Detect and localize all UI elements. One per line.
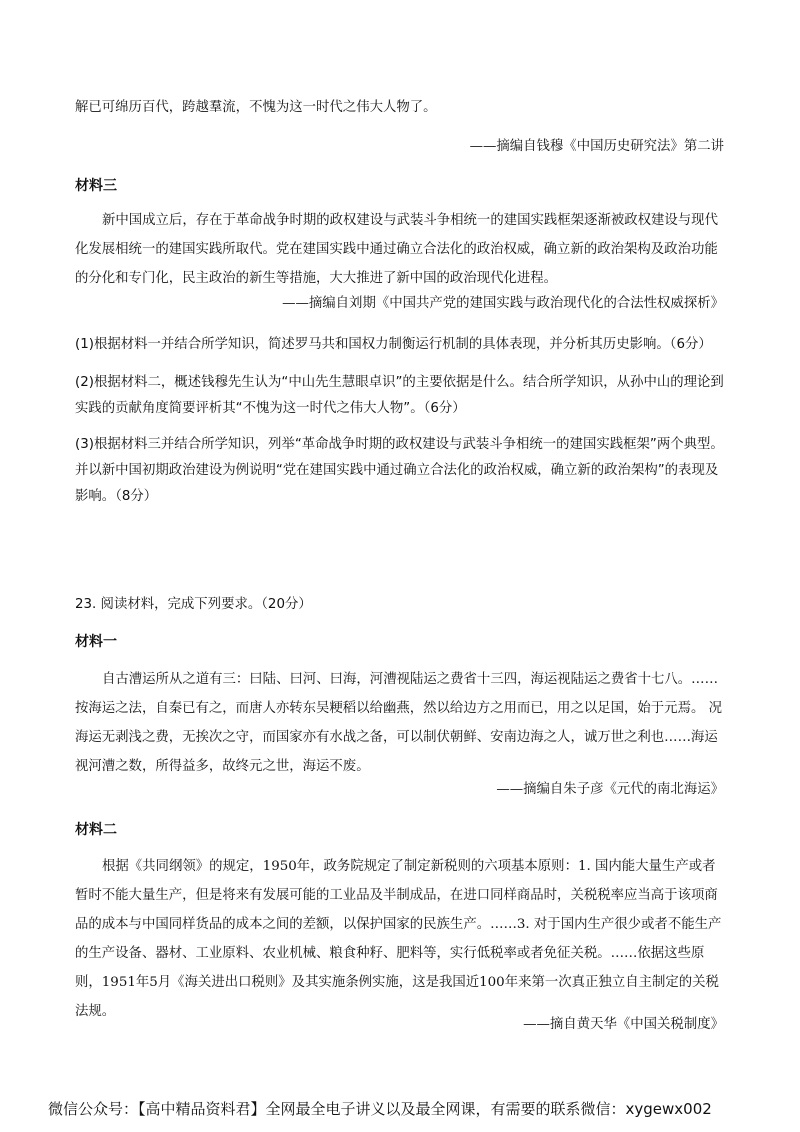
q23-material-2-text: 根据《共同纲领》的规定，1950年，政务院规定了制定新税则的六项基本原则：1. 国内能大量生产或者暂时不能大量生产，但是将来有发展可能的工业品及半制成品，在进口同样商品时，关税税率应当高于该项商品的成本与中国同样货品的成本之间的差额，以保护国家的民族生产。……3. 对于国内生产很少或者不能生产的生产设备、器材、工业原料、农业机械、粮食种籽、肥料等，实行低税率或者免征关税。……依据这些原则，1951年5月《海关进出口税则》及其实施条例实施，这是我国近100年来第一次真正独立自主制定的关税法规。 bbox=[75, 859, 722, 1019]
question-22-2: (2)根据材料二，概述钱穆先生认为“中山先生慧眼卓识”的主要依据是什么。结合所学知识，从孙中山的理论到实践的贡献角度简要评析其“不愧为这一时代之伟大人物”。（6分） bbox=[75, 375, 724, 416]
q23-material-2-source: ——摘自黄天华《中国关税制度》 bbox=[523, 1017, 724, 1032]
continued-text-line: 解已可绵历百代，跨越羣流，不愧为这一时代之伟大人物了。 bbox=[75, 100, 437, 115]
q23-material-2-body bbox=[75, 852, 725, 1026]
footer-contact: 微信公众号：【高中精品资料君】全网最全电子讲义以及最全网课，有需要的联系微信：xygewx002 bbox=[48, 1100, 712, 1118]
q23-material-1-body bbox=[75, 665, 725, 781]
q23-material-1-source: ——摘编自朱子彦《元代的南北海运》 bbox=[496, 782, 724, 797]
question-22-1: (1)根据材料一并结合所学知识，简述罗马共和国权力制衡运行机制的具体表现，并分析其历史影响。（6分） bbox=[75, 337, 712, 352]
question-23-title: 23. 阅读材料，完成下列要求。（20分） bbox=[75, 597, 312, 612]
material-3-source: ——摘编自刘期《中国共产党的建国实践与政治现代化的合法性权威探析》 bbox=[282, 296, 724, 311]
q23-material-1-text: 自古漕运所从之道有三：曰陆、曰河、曰海，河漕视陆运之费省十三四，海运视陆运之费省十七八。……按海运之法，自秦已有之，而唐人亦转东吴粳稻以给幽燕，然以给边方之用而已，用之以足国，始于元焉。 况海运无剥浅之费，无挨次之守，而国家亦有水战之备，可以制伏朝鲜、安南边海之人，诚万世之利也……海运视河漕之数，所得益多，故终元之世，海运不废。 bbox=[75, 672, 723, 774]
question-22-3: (3)根据材料三并结合所学知识，列举“革命战争时期的政权建设与武装斗争相统一的建国实践框架”两个典型。并以新中国初期政治建设为例说明“党在建国实践中通过确立合法化的政治权威，确立新的政治架构”的表现及影响。（8分） bbox=[75, 437, 724, 504]
material-3-heading: 材料三 bbox=[75, 178, 117, 194]
q23-material-2-heading: 材料二 bbox=[75, 822, 117, 838]
source-qian-mu: ——摘编自钱穆《中国历史研究法》第二讲 bbox=[469, 139, 724, 154]
material-3-text: 新中国成立后，存在于革命战争时期的政权建设与武装斗争相统一的建国实践框架逐渐被政权建设与现代化发展相统一的建国实践所取代。党在建国实践中通过确立合法化的政治权威，确立新的政治架构及政治功能的分化和专门化，民主政治的新生等措施，大大推进了新中国的政治现代化进程。 bbox=[75, 213, 718, 286]
q23-material-1-heading: 材料一 bbox=[75, 634, 117, 650]
material-3-body bbox=[75, 206, 725, 293]
